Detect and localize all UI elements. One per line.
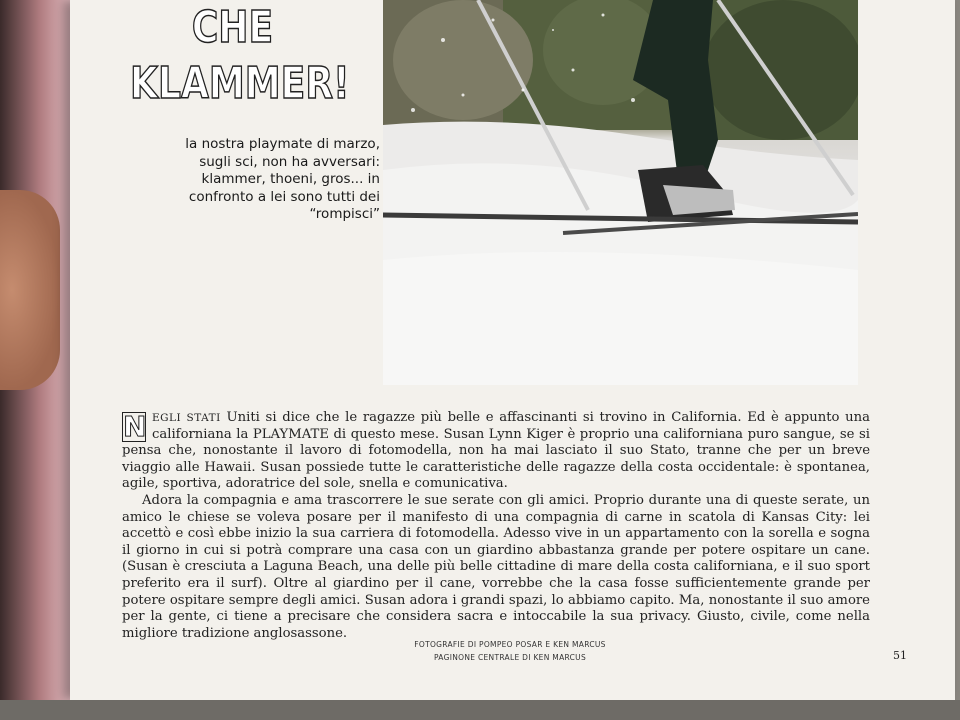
subhead: la nostra playmate di marzo, sugli sci, non ha avversari: klammer, thoeni, gros... in confronto a lei sono tutti dei “rompisci” xyxy=(185,136,380,222)
headline-line-1: CHE xyxy=(191,2,274,53)
photo-credits xyxy=(300,638,720,664)
credit-line-2: PAGINONE CENTRALE DI KEN MARCUS xyxy=(433,653,587,662)
credit-line-1: FOTOGRAFIE DI POMPEO POSAR E KEN MARCUS xyxy=(414,640,606,649)
paragraph-1-text: Uniti si dice che le ragazze più belle e affascinanti si trovino in California. Ed è appunto una californiana la PLAYMATE di questo mese. Susan Lynn Kiger è proprio una californiana puro sangue, se si pensa che, nonostante il lavoro di fotomodella, non ha mai lasciato il suo Stato, tranne che per un breve viaggio alle Hawaii. Susan possiede tutte le caratteristiche delle ragazze della costa occidentale: è spontanea, agile, sportiva, adoratrice del sole, snella e comunicativa. xyxy=(122,410,871,492)
lead-in: EGLI STATI xyxy=(152,412,221,424)
headline xyxy=(130,0,350,112)
table-surface xyxy=(0,700,960,720)
headline-line-2: KLAMMER! xyxy=(130,58,350,109)
skier-photo xyxy=(383,0,858,385)
drop-cap: N xyxy=(123,410,147,443)
facing-page-skin xyxy=(0,190,60,390)
article-body xyxy=(122,410,870,642)
skier-illustration xyxy=(383,0,858,385)
page-number: 51 xyxy=(893,649,907,662)
article-paragraph-1 xyxy=(122,410,870,493)
article-paragraph-2: Adora la compagnia e ama trascorrere le sue serate con gli amici. Proprio durante una di queste serate, un amico le chiese se voleva posare per il manifesto di una compagnia di carne in scatola di Kansas City: lei accettò e così ebbe inizio la sua carriera di fotomodella. Adesso vive in un appartamento con la sorella e sogna il giorno in cui si potrà comprare una casa con un giardino abbastanza grande per potere ospitare un cane. (Susan è cresciuta a Laguna Beach, una delle più belle cittadine di mare della costa californiana, e il suo sport preferito era il surf). Oltre al giardino per il cane, vorrebbe che la casa fosse sufficientemente grande per potere ospitare sempre degli amici. Susan adora i grandi spazi, lo abbiamo capito. Ma, nonostante il suo amore per la gente, ci tiene a precisare che considera sacra e intoccabile la sua privacy. Giusto, civile, come nella migliore tradizione anglosassone. xyxy=(122,492,870,641)
